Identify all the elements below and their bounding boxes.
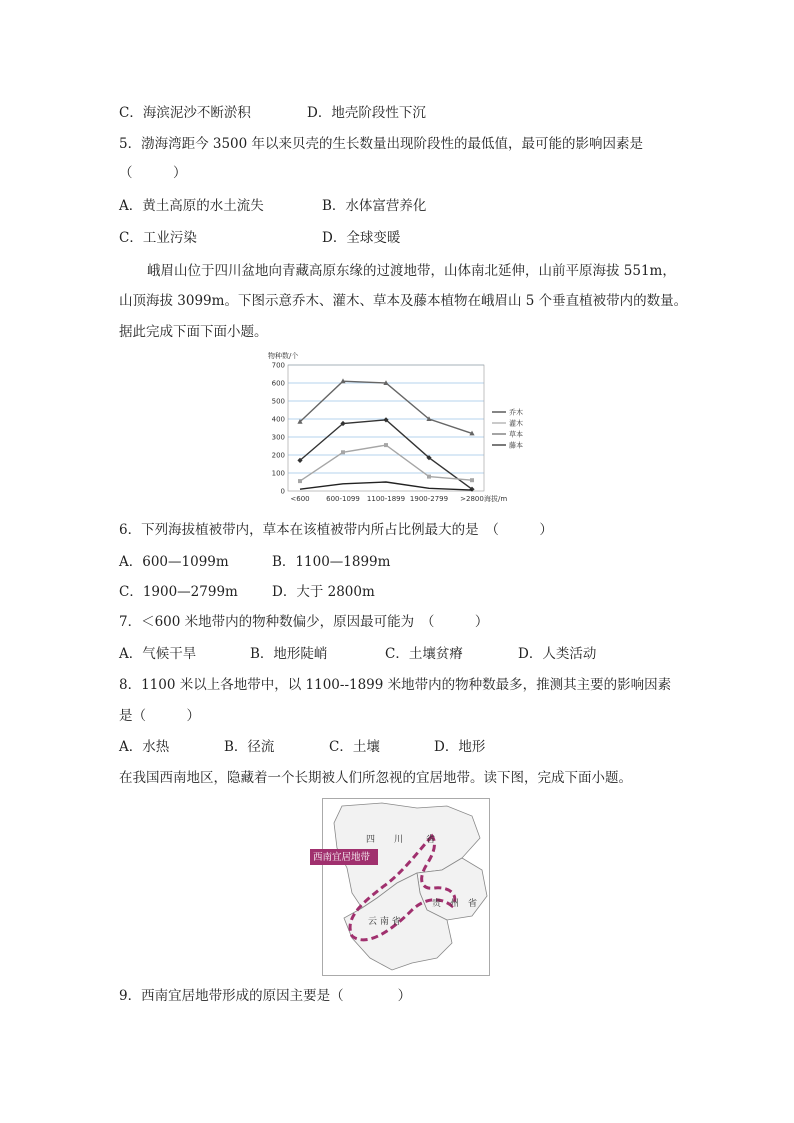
label-guizhou: 贵 州 省 bbox=[432, 899, 478, 909]
x-tick-label: <600 bbox=[290, 495, 310, 503]
q5-option-b: B．水体富营养化 bbox=[322, 198, 427, 214]
y-tick-label: 600 bbox=[271, 379, 285, 388]
q5-stem: 5．渤海湾距今 3500 年以来贝壳的生长数量出现阶段性的最低值，最可能的影响因素是 bbox=[119, 136, 644, 152]
y-tick-label: 0 bbox=[280, 487, 285, 496]
x-axis-label: 海拔/m bbox=[484, 495, 508, 503]
y-tick-label: 100 bbox=[271, 469, 285, 478]
y-tick-label: 400 bbox=[271, 415, 285, 424]
q5-option-d: D．全球变暖 bbox=[322, 230, 401, 246]
q8-option-c: C．土壤 bbox=[329, 739, 380, 755]
southwest-map bbox=[313, 798, 490, 976]
q6-stem: 6．下列海拔植被带内，草本在该植被带内所占比例最大的是 （ ） bbox=[119, 522, 553, 538]
belt-label: 西南宜居地带 bbox=[313, 852, 371, 863]
q7-option-b: B．地形陡峭 bbox=[250, 646, 328, 662]
q8-stem: 8．1100 米以上各地带中，以 1100--1899 米地带内的物种数最多，推测其主要的影响因素 bbox=[119, 677, 672, 693]
q4-option-d: D．地壳阶段性下沉 bbox=[307, 105, 426, 121]
x-tick-label: 1900-2799 bbox=[409, 495, 449, 503]
q7-option-d: D．人类活动 bbox=[518, 646, 597, 662]
label-yunnan: 云 南 省 bbox=[368, 917, 401, 927]
q5-answer-paren: （ ） bbox=[119, 165, 187, 181]
data-point bbox=[384, 443, 388, 447]
q6-option-d: D．大于 2800m bbox=[272, 584, 375, 600]
q7-option-a: A．气候干旱 bbox=[119, 646, 197, 662]
passage-line-2: 山顶海拔 3099m。下图示意乔木、灌木、草本及藤本植物在峨眉山 5 个垂直植被带内的数量。 bbox=[119, 293, 688, 309]
q4-option-c: C．海滨泥沙不断淤积 bbox=[119, 105, 251, 121]
data-point bbox=[470, 478, 474, 482]
x-tick-label: 1100-1899 bbox=[366, 495, 406, 503]
q5-option-a: A．黄土高原的水土流失 bbox=[119, 198, 264, 214]
label-sichuan-2: 川 bbox=[394, 835, 404, 845]
legend-label: 乔木 bbox=[509, 408, 523, 417]
q5-option-c: C．工业污染 bbox=[119, 230, 197, 246]
data-point bbox=[427, 475, 431, 479]
passage-line-1: 峨眉山位于四川盆地向青藏高原东缘的过渡地带，山体南北延伸，山前平原海拔 551m， bbox=[147, 263, 676, 279]
q8-stem-continued: 是（ ） bbox=[119, 708, 200, 724]
x-tick-label: >2800 bbox=[460, 495, 484, 503]
x-tick-label: 600-1099 bbox=[326, 495, 360, 503]
series-line bbox=[300, 445, 472, 481]
passage-line-3: 据此完成下面下面小题。 bbox=[119, 324, 268, 340]
legend-label: 藤本 bbox=[509, 441, 523, 450]
q7-stem: 7．＜600 米地带内的物种数偏少，原因最可能为 （ ） bbox=[119, 614, 489, 630]
label-sichuan-3: 省 bbox=[426, 835, 436, 845]
q9-stem: 9．西南宜居地带形成的原因主要是（ ） bbox=[119, 988, 412, 1004]
y-tick-label: 300 bbox=[271, 433, 285, 442]
legend-label: 草本 bbox=[509, 430, 523, 439]
q8-option-d: D．地形 bbox=[434, 739, 486, 755]
label-sichuan-1: 四 bbox=[366, 835, 376, 845]
q8-option-b: B．径流 bbox=[224, 739, 275, 755]
legend-label: 灌木 bbox=[509, 419, 523, 428]
y-tick-label: 200 bbox=[271, 451, 285, 460]
q7-option-c: C．土壤贫瘠 bbox=[385, 646, 463, 662]
q6-option-b: B．1100—1899m bbox=[272, 554, 391, 570]
series-line bbox=[300, 482, 472, 490]
y-tick-label: 500 bbox=[271, 397, 285, 406]
q6-option-c: C．1900—2799m bbox=[119, 584, 238, 600]
q6-option-a: A．600—1099m bbox=[119, 554, 229, 570]
y-axis-label: 物种数/个 bbox=[268, 352, 299, 360]
data-point bbox=[298, 479, 302, 483]
y-tick-label: 700 bbox=[271, 361, 285, 370]
series-line bbox=[300, 420, 472, 489]
data-point bbox=[341, 450, 345, 454]
species-line-chart bbox=[262, 350, 524, 506]
series-line bbox=[300, 381, 472, 433]
q8-option-a: A．水热 bbox=[119, 739, 170, 755]
passage-2: 在我国西南地区，隐藏着一个长期被人们所忽视的宜居地带。读下图，完成下面小题。 bbox=[119, 770, 632, 786]
